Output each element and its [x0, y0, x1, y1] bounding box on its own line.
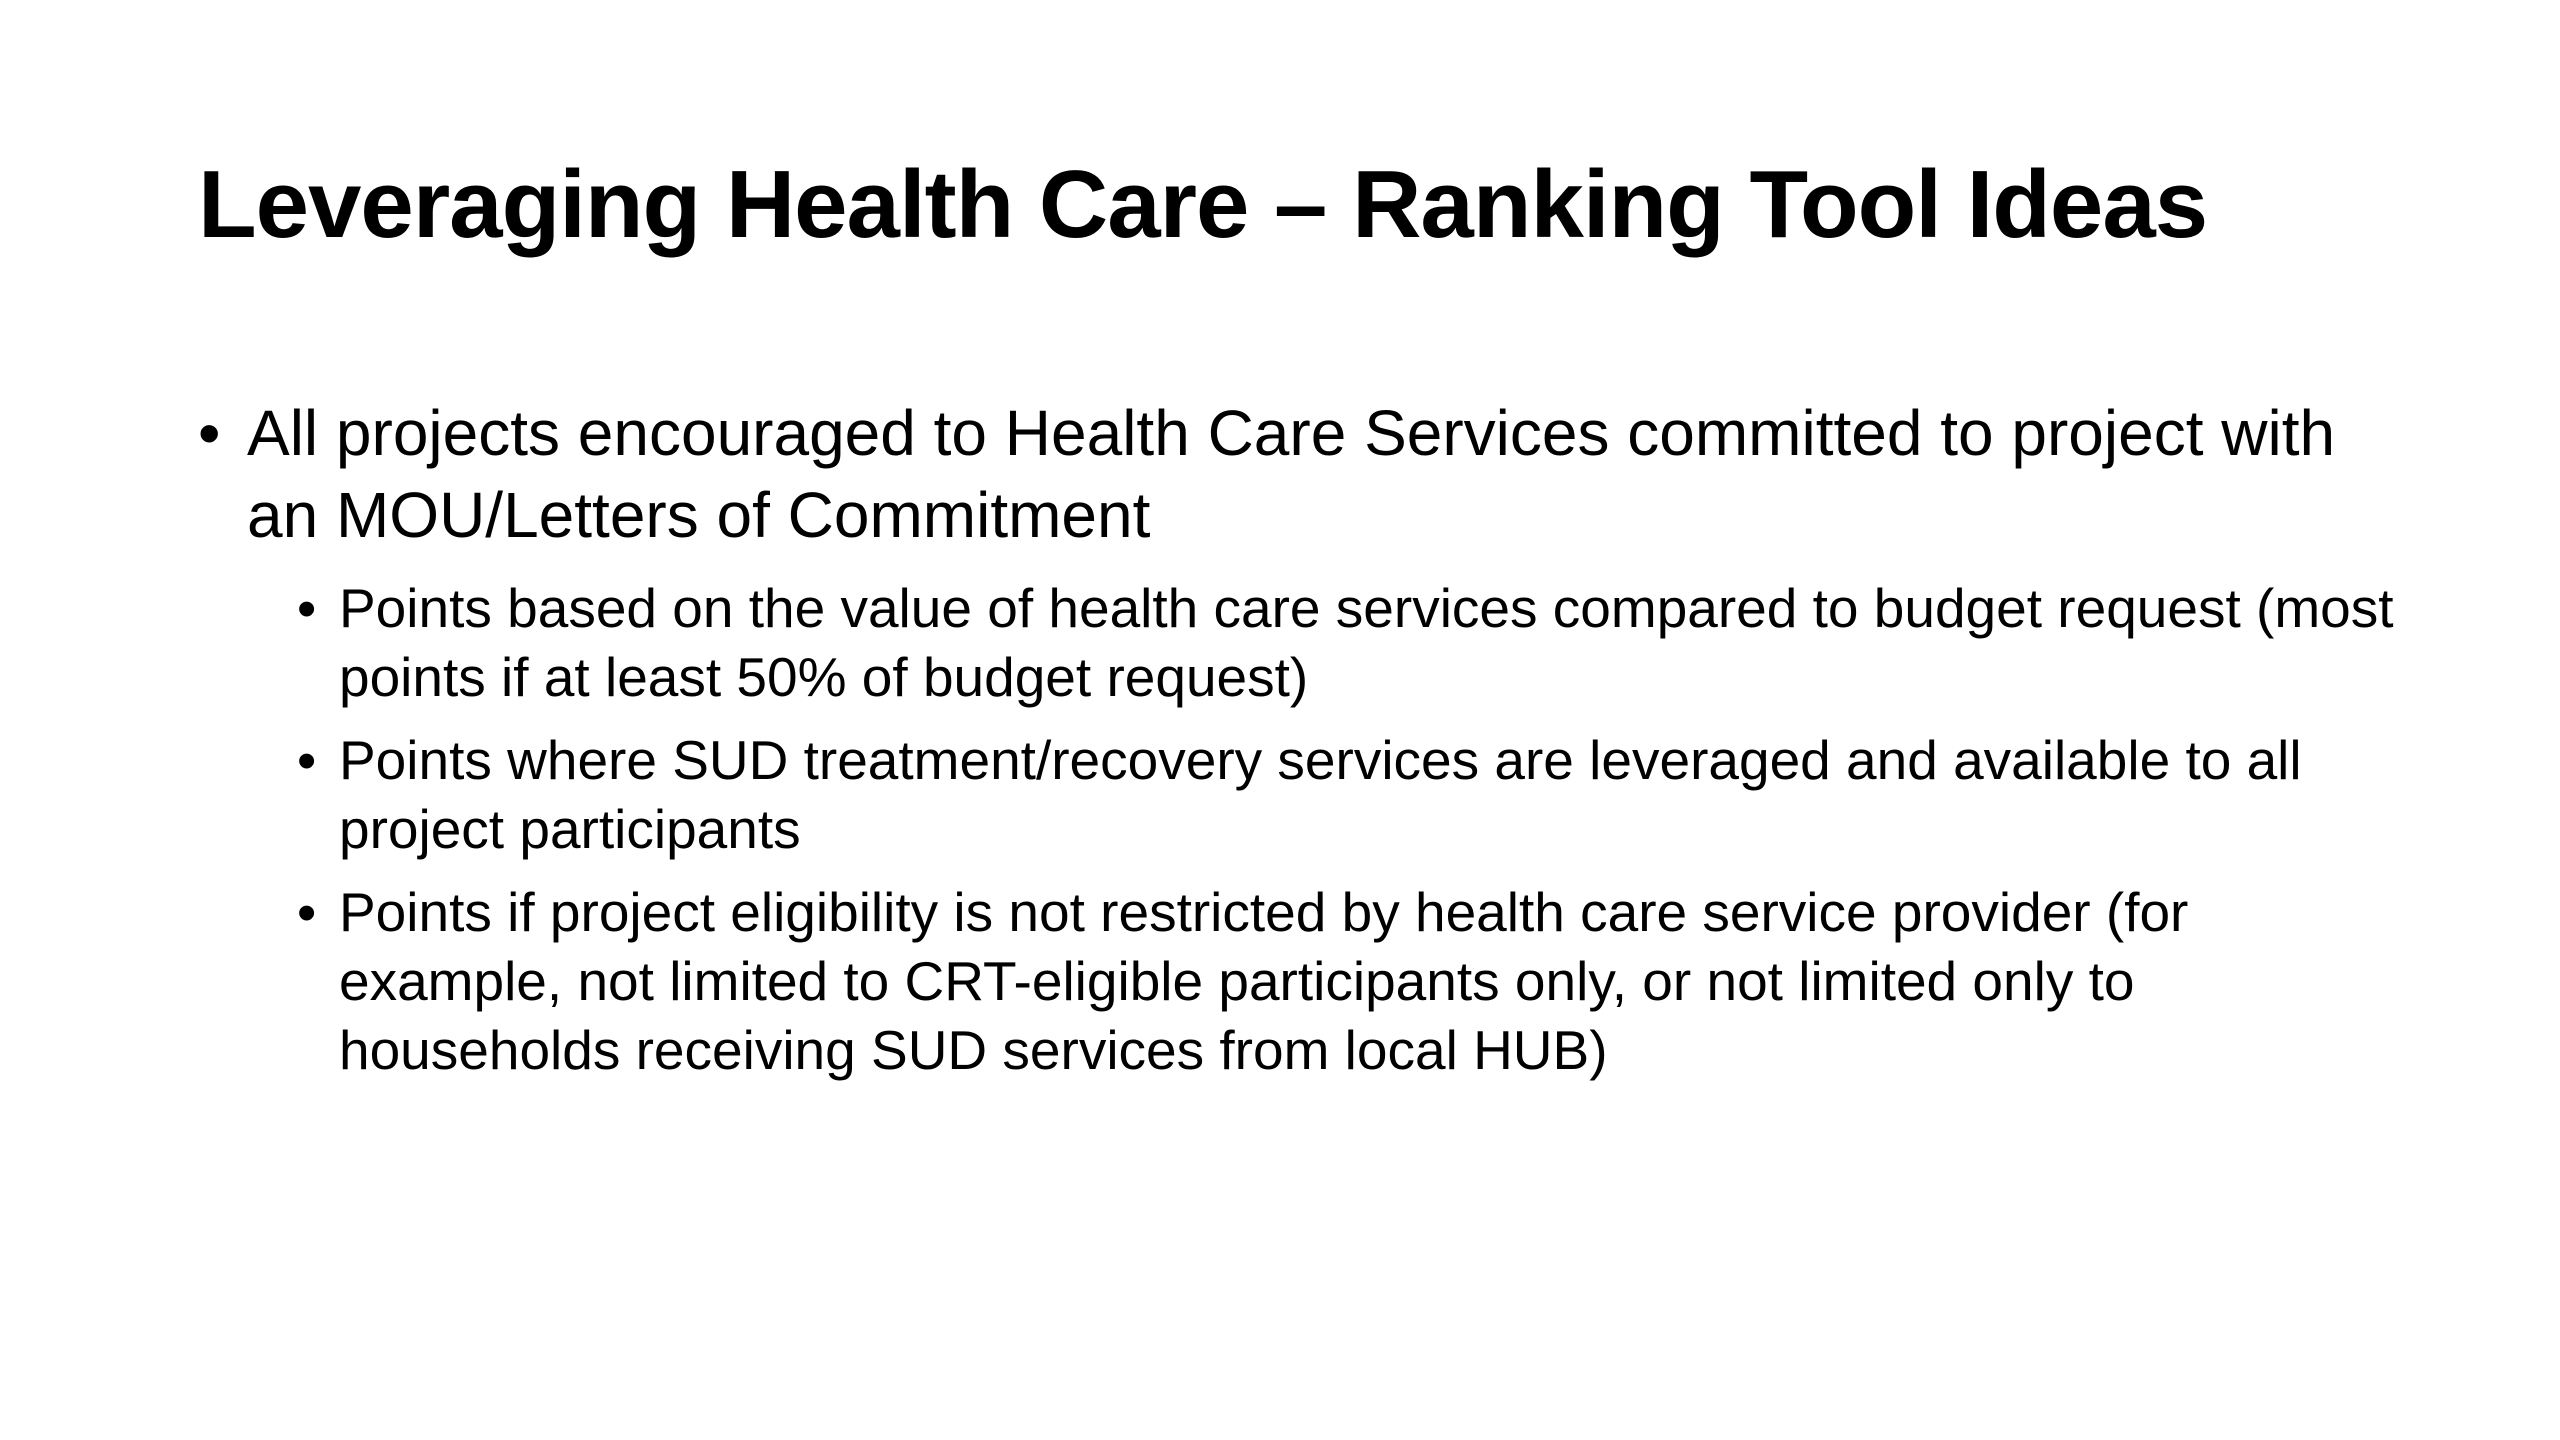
slide-body — [198, 392, 2418, 1099]
bullet-icon: • — [297, 729, 317, 791]
bullet-icon: • — [297, 577, 317, 639]
sub-bullet-item — [297, 878, 2418, 1085]
sub-bullet-text: Points based on the value of health care services compared to budget request (most points if at least 50% of budget request) — [339, 577, 2394, 708]
sub-bullet-list — [198, 574, 2418, 1085]
sub-bullet-text: Points if project eligibility is not restricted by health care service provider (for example, not limited to CRT-eligible participants only, or not limited only to households receiving SUD services from local HUB) — [339, 881, 2189, 1081]
slide-title: Leveraging Health Care – Ranking Tool Ideas — [198, 151, 2208, 258]
bullet-icon: • — [198, 397, 221, 469]
sub-bullet-text: Points where SUD treatment/recovery services are leveraged and available to all project participants — [339, 729, 2302, 860]
bullet-item — [198, 392, 2418, 556]
sub-bullet-item — [297, 574, 2418, 712]
sub-bullet-item — [297, 726, 2418, 864]
bullet-text: All projects encouraged to Health Care Services committed to project with an MOU/Letters of Commitment — [247, 397, 2336, 551]
bullet-icon: • — [297, 881, 317, 943]
